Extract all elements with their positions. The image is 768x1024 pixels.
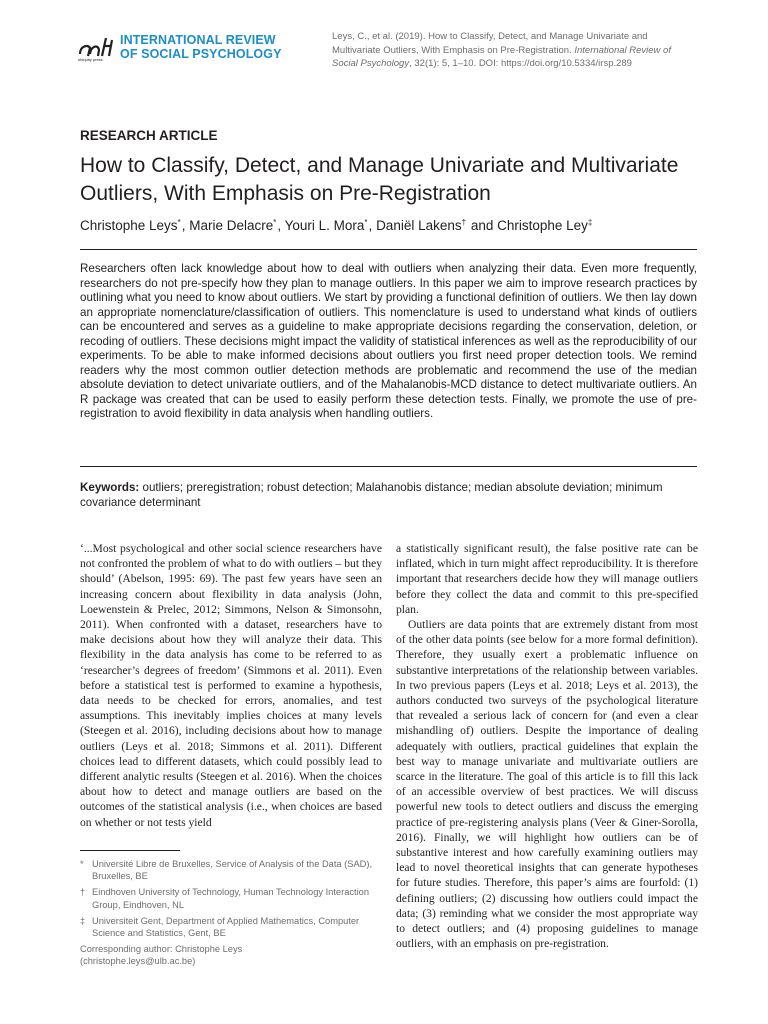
divider	[80, 466, 697, 467]
author-name[interactable]: Christophe Ley	[497, 218, 588, 233]
body-paragraph: Outliers are data points that are extremely distant from most of the other data points (see below for a more formal definition). Therefore, they usually exert a problematic influence on substantive interpretations of the relationship between variables. In two previous papers (Leys et al. 2018; Leys et al. 2013), the authors conducted two surveys of the psychological literature that revealed a serious lack of concern for (and even a clear mishandling of) outliers. Despite the importance of dealing adequately with outliers, practical guidelines that explain the best way to manage univariate and multivariate outliers are scarce in the literature. The goal of this article is to fill this lack of an accessible overview of best practices. We will discuss powerful new tools to detect outliers and discuss the emerging practice of pre-registering analysis plans (Veer & Giner-Sorolla, 2016). Finally, we will highlight how outliers can be of substantive interest and how carefully examining outliers may lead to novel theoretical insights that can generate hypotheses for future studies. Therefore, this paper’s aims are fourfold: (1) defining outliers; (2) discussing how outliers could impact the data; (3) reminding what we consider the most appropriate way to detect outliers; and (4) proposing guidelines to manage outliers, with an emphasis on pre-registration.	[396, 618, 698, 951]
author-affiliation-mark: *	[364, 218, 368, 227]
body-paragraph: a statistically significant result), the false positive rate can be inflated, which in turn might affect reproducibility. It is therefore important that researchers decide how they will manage outliers before they collect the data and commit to this pre-specified plan.	[396, 542, 698, 616]
article-title: How to Classify, Detect, and Manage Univariate and Multivariate Outliers, With Emphasis on Pre-Registration	[80, 154, 679, 205]
footnote-mark: *	[80, 859, 84, 869]
citation-main: Leys, C., et al. (2019). How to Classify, Detect, and Manage Univariate and Multivariate Outliers, With Emphasis on Pre-Registration.	[332, 31, 648, 56]
author-separator: ,	[181, 218, 190, 233]
corresponding-author	[80, 943, 380, 967]
author-list	[80, 218, 700, 233]
keywords-label: Keywords:	[80, 481, 140, 494]
author-separator: ,	[277, 218, 285, 233]
citation-journal: International Review of Social Psychology	[332, 44, 671, 69]
footnote-text: Universiteit Gent, Department of Applied Mathematics, Computer Science and Statistics, Gent, BE	[92, 915, 360, 939]
journal-name-line1: INTERNATIONAL REVIEW	[120, 33, 276, 47]
keywords-text: outliers; preregistration; robust detection; Malahanobis distance; median absolute deviation; minimum covariance determinant	[80, 481, 663, 509]
author-affiliation-mark: †	[461, 218, 467, 227]
journal-logo[interactable]	[76, 32, 282, 62]
footnote	[80, 886, 380, 910]
corresponding-author-email[interactable]: (christophe.leys@ulb.ac.be)	[80, 956, 196, 967]
journal-header	[76, 30, 698, 70]
author-separator: ,	[368, 218, 377, 233]
citation	[332, 30, 698, 71]
footnote-text: Eindhoven University of Technology, Human Technology Interaction Group, Eindhoven, NL	[92, 887, 370, 910]
author-name[interactable]: Daniël Lakens	[376, 218, 462, 233]
author-name[interactable]: Marie Delacre	[189, 218, 274, 233]
author-affiliation-mark: *	[273, 218, 277, 227]
body-column-right	[396, 541, 698, 951]
footnote-text: Université Libre de Bruxelles, Service of Analysis of the Data (SAD), Bruxelles, BE	[92, 859, 373, 882]
footnote	[80, 858, 380, 882]
author-affiliation-mark: ‡	[587, 218, 593, 227]
keywords	[80, 481, 697, 510]
body-paragraph: ‘...Most psychological and other social science researchers have not confronted the problem of what to do with outliers – but they should’ (Abelson, 1995: 69). The past few years have seen an increasing concern about flexibility in data analysis (John, Loewenstein & Prelec, 2012; Simmons, Nelson & Simonsohn, 2011). When confronted with a dataset, researchers have to make decisions about how they will analyze their data. This flexibility in the data analysis has come to be referred to as ‘researcher’s degrees of freedom’ (Simmons et al. 2011). Even before a statistical test is performed to examine a hypothesis, data needs to be checked for errors, anomalies, and test assumptions. This inevitably implies choices at many levels (Steegen et al. 2016), including decisions about how to manage outliers (Leys et al. 2018; Simmons et al. 2011). Different choices lead to different datasets, which could possibly lead to different analytic results (Steegen et al. 2016). When the choices about how to detect and manage outliers are based on the outcomes of the statistical analysis (i.e., when choices are based on whether or not tests yield	[80, 542, 382, 829]
footnote-mark: †	[80, 887, 86, 898]
journal-name-line2: OF SOCIAL PSYCHOLOGY	[120, 47, 282, 61]
citation-tail: , 32(1): 5, 1–10. DOI: https://doi.org/10.5334/irsp.289	[409, 58, 632, 69]
divider	[80, 249, 697, 250]
ubiquity-press-logo-icon	[76, 32, 116, 62]
journal-name	[120, 33, 282, 61]
author-affiliation-mark: *	[177, 218, 181, 227]
author-name[interactable]: Christophe Leys	[80, 218, 178, 233]
footnotes	[80, 858, 380, 968]
author-separator: and	[467, 218, 498, 233]
body-column-left	[80, 541, 382, 830]
footnote-divider	[80, 850, 180, 851]
author-name[interactable]: Youri L. Mora	[284, 218, 365, 233]
svg-text:ubiquity press: ubiquity press	[78, 57, 103, 62]
footnote	[80, 915, 380, 939]
footnote-mark: ‡	[80, 915, 86, 926]
corresponding-author-name: Corresponding author: Christophe Leys	[80, 944, 243, 955]
abstract: Researchers often lack knowledge about how to deal with outliers when analyzing their data. Even more frequently, researchers do not pre-specify how they plan to manage outliers. In this paper we aim to improve research practices by outlining what you need to know about outliers. We start by providing a functional definition of outliers. We then lay down an appropriate nomenclature/classification of outliers. This nomenclature is used to understand what kinds of outliers can be encountered and serves as a guideline to make appropriate decisions regarding the conservation, deletion, or recoding of outliers. These decisions might impact the validity of statistical inferences as well as the reproducibility of our experiments. To be able to make informed decisions about outliers you first need proper detection tools. We remind readers why the most common outlier detection methods are problematic and recommend the use of the median absolute deviation to detect univariate outliers, and of the Mahalanobis-MCD distance to detect multivariate outliers. An R package was created that can be used to easily perform these detection tests. Finally, we promote the use of pre-registration to avoid flexibility in data analysis when handling outliers.	[80, 262, 697, 420]
article-type: RESEARCH ARTICLE	[80, 128, 218, 143]
